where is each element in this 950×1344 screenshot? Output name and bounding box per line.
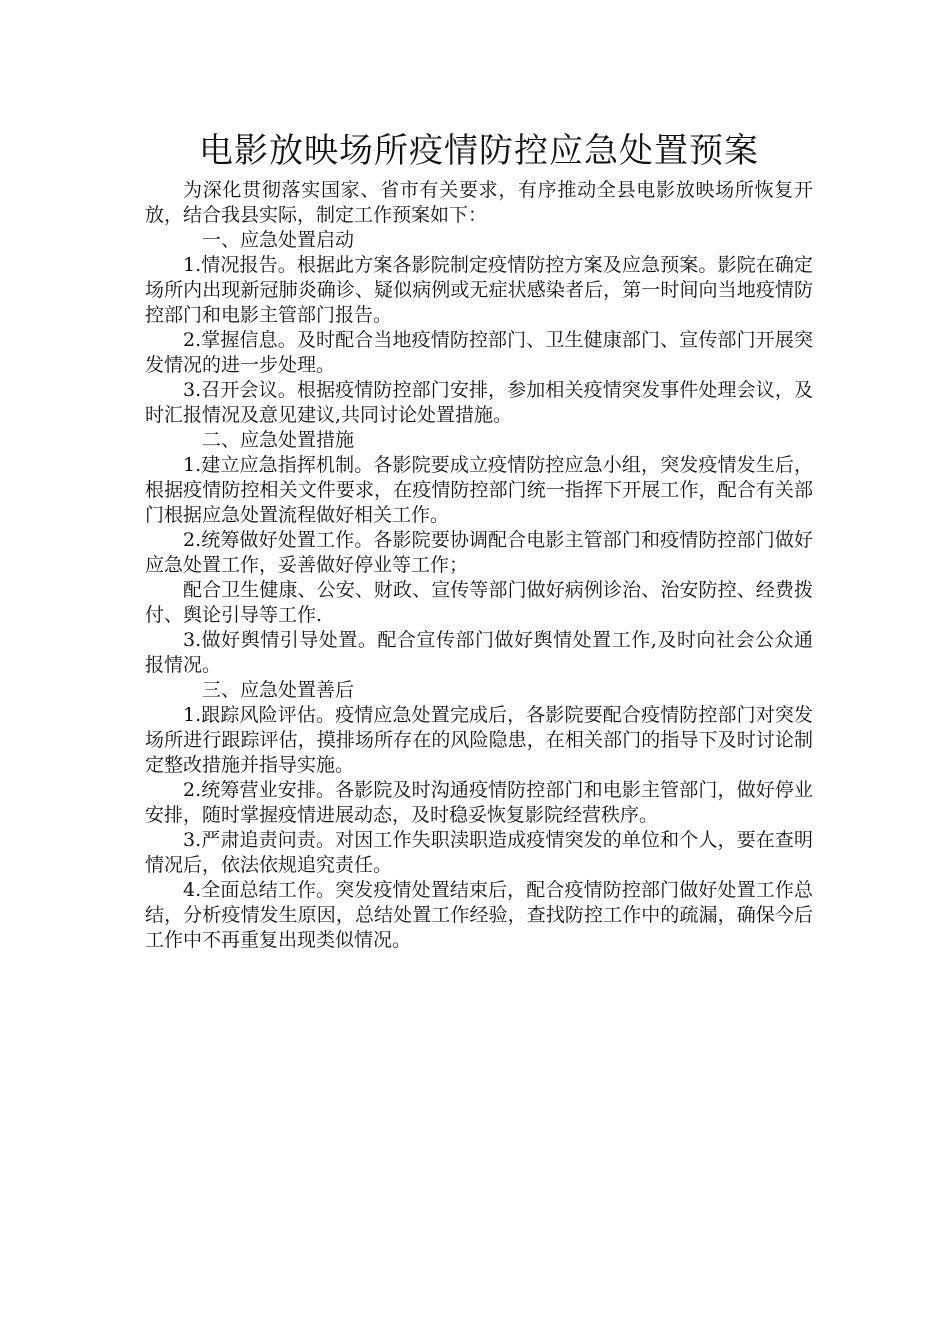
section-heading: 二、应急处置措施 [202, 429, 355, 451]
section-paragraph: 2.统筹做好处置工作。各影院要协调配合电影主管部门和疫情防控部门做好应急处置工作，妥善做好停业等工作； [145, 529, 813, 576]
section-paragraph: 3.严肃追责问责。对因工作失职渎职造成疫情突发的单位和个人，要在查明情况后，依法依规追究责任。 [145, 829, 813, 876]
section-paragraph: 1.情况报告。根据此方案各影院制定疫情防控方案及应急预案。影院在确定场所内出现新冠肺炎确诊、疑似病例或无症状感染者后，第一时间向当地疫情防控部门和电影主管部门报告。 [145, 254, 813, 326]
section-paragraph: 2.掌握信息。及时配合当地疫情防控部门、卫生健康部门、宣传部门开展突发情况的进一步处理。 [145, 329, 813, 376]
section-heading: 一、应急处置启动 [202, 229, 355, 251]
document-body [145, 128, 813, 953]
section-paragraph: 4.全面总结工作。突发疫情处置结束后，配合疫情防控部门做好处置工作总结，分析疫情发生原因，总结处置工作经验，查找防控工作中的疏漏，确保今后工作中不再重复出现类似情况。 [145, 879, 813, 951]
section-paragraph: 3.做好舆情引导处置。配合宣传部门做好舆情处置工作,及时向社会公众通报情况。 [145, 629, 813, 676]
section-heading: 三、应急处置善后 [202, 679, 355, 701]
section-paragraph: 1.跟踪风险评估。疫情应急处置完成后，各影院要配合疫情防控部门对突发场所进行跟踪评估，摸排场所存在的风险隐患，在相关部门的指导下及时讨论制定整改措施并指导实施。 [145, 704, 813, 776]
section-paragraph: 配合卫生健康、公安、财政、宣传等部门做好病例诊治、治安防控、经费拨付、舆论引导等工作. [145, 579, 813, 626]
section-paragraph: 3.召开会议。根据疫情防控部门安排，参加相关疫情突发事件处理会议，及时汇报情况及意见建议,共同讨论处置措施。 [145, 379, 813, 426]
intro-paragraph: 为深化贯彻落实国家、省市有关要求，有序推动全县电影放映场所恢复开放，结合我县实际，制定工作预案如下： [145, 179, 813, 226]
section-paragraph: 2.统筹营业安排。各影院及时沟通疫情防控部门和电影主管部门，做好停业安排，随时掌握疫情进展动态，及时稳妥恢复影院经营秩序。 [145, 779, 813, 826]
document-title: 电影放映场所疫情防控应急处置预案 [199, 131, 759, 171]
section-startup [145, 228, 813, 428]
section-measures [145, 428, 813, 678]
section-paragraph: 1.建立应急指挥机制。各影院要成立疫情防控应急小组，突发疫情发生后，根据疫情防控相关文件要求，在疫情防控部门统一指挥下开展工作，配合有关部门根据应急处置流程做好相关工作。 [145, 454, 813, 526]
section-aftermath [145, 678, 813, 953]
